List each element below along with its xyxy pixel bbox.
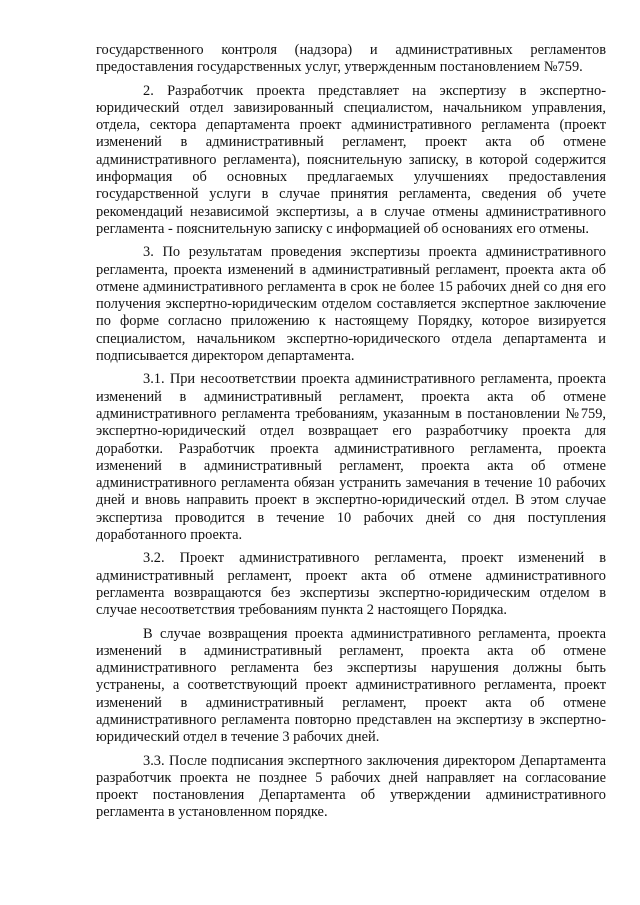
paragraph-item-3-2: 3.2. Проект административного регламента, проект изменений в административный регламент, проект акта об отмене административного регламента возвращаются без экспертизы экспертно-юридическим отделом в случае несоответствия требованиям пункта 2 настоящего Порядка.	[96, 550, 606, 619]
paragraph-item-2: 2. Разработчик проекта представляет на экспертизу в экспертно-юридический отдел завизированный специалистом, начальником управления, отдела, сектора департамента проект административного регламента (проект изменений в административный регламент, проект акта об отмене административного регламента), пояснительную записку, в которой содержится информация об основных предлагаемых улучшениях предоставления государственной услуги в случае принятия регламента, сведения об учете рекомендаций независимой экспертизы, а в случае отмены административного регламента - пояснительную записку с информацией об основаниях его отмены.	[96, 82, 606, 237]
paragraph-item-3: 3. По результатам проведения экспертизы проекта административного регламента, проекта изменений в административный регламент, проекта акта об отмене административного регламента в срок не более 15 рабочих дней со дня его получения экспертно-юридическим отделом составляется экспертное заключение по форме согласно приложению к настоящему Порядку, которое визируется специалистом, начальником экспертно-юридического отдела департамента и подписывается директором департамента.	[96, 244, 606, 365]
paragraph-continuation: государственного контроля (надзора) и административных регламентов предоставления государственных услуг, утвержденным постановлением №759.	[96, 42, 606, 76]
paragraph-item-3-1: 3.1. При несоответствии проекта административного регламента, проекта изменений в административный регламент, проекта акта об отмене административного регламента требованиям, указанным в постановлении №759, экспертно-юридический отдел возвращает его разработчику проекта для доработки. Разработчик проекта административного регламента, проекта изменений в административный регламент, проекта акта об отмене административного регламента обязан устранить замечания в течение 10 рабочих дней и вновь направить проект в экспертно-юридический отдел. В этом случае экспертиза проводится в течение 10 рабочих дней со дня поступления доработанного проекта.	[96, 371, 606, 544]
paragraph-item-3-3: 3.3. После подписания экспертного заключения директором Департамента разработчик проекта не позднее 5 рабочих дней направляет на согласование проект постановления Департамента об утверждении административного регламента в установленном порядке.	[96, 752, 606, 821]
paragraph-return-case: В случае возвращения проекта административного регламента, проекта изменений в административный регламент, проекта акта об отмене административного регламента без экспертизы нарушения должны быть устранены, а соответствующий проект административного регламента, проект изменений в административный регламент, проект акта об отмене административного регламента повторно представлен на экспертизу в экспертно-юридический отдел в течение 3 рабочих дней.	[96, 625, 606, 746]
document-page	[96, 42, 606, 828]
